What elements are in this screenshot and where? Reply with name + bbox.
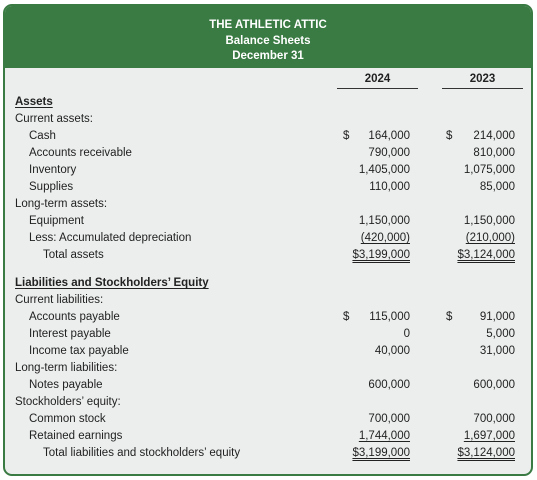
statement-row	[5, 343, 531, 360]
row-label: Retained earnings	[29, 430, 123, 442]
balance-sheet-panel	[3, 4, 533, 476]
company-name: THE ATHLETIC ATTIC	[209, 19, 327, 31]
amount-2024: 700,000	[368, 413, 410, 425]
amount-2023: 810,000	[473, 147, 515, 159]
dollar-sign: $	[343, 311, 350, 323]
amount-2024: 110,000	[369, 181, 410, 193]
statement-row	[5, 292, 531, 309]
statement-row	[5, 360, 531, 377]
column-header-2023: 2023	[469, 73, 496, 85]
amount-2023: 700,000	[473, 413, 515, 425]
row-label: Long-term assets:	[15, 198, 108, 210]
row-label: Common stock	[29, 413, 106, 425]
amount-2024: (420,000)	[360, 232, 410, 244]
statement-row	[5, 111, 531, 128]
amount-2023: 600,000	[473, 379, 515, 391]
statement-row	[5, 275, 531, 292]
amount-2023: 85,000	[479, 181, 515, 193]
amount-2024: 0	[403, 328, 410, 340]
statement-header	[5, 6, 531, 68]
amount-2023: 5,000	[486, 328, 515, 340]
statement-row	[5, 247, 531, 264]
statement-row	[5, 94, 531, 111]
amount-2023: 214,000	[473, 130, 515, 142]
amount-2023: $3,124,000	[457, 249, 515, 261]
statement-date: December 31	[232, 50, 304, 62]
row-label: Long-term liabilities:	[15, 362, 118, 374]
statement-row	[5, 128, 531, 145]
amount-2024: 164,000	[368, 130, 410, 142]
row-label: Total liabilities and stockholders’ equity	[43, 447, 241, 459]
row-label: Current liabilities:	[15, 294, 104, 306]
amount-2024: 1,150,000	[358, 215, 410, 227]
statement-row	[5, 179, 531, 196]
dollar-sign: $	[446, 311, 453, 323]
row-label: Stockholders’ equity:	[15, 396, 121, 408]
amount-2024: 1,405,000	[358, 164, 410, 176]
statement-row	[5, 145, 531, 162]
statement-row	[5, 213, 531, 230]
amount-2024: 115,000	[369, 311, 410, 323]
row-label: Interest payable	[29, 328, 111, 340]
amount-2023: (210,000)	[465, 232, 515, 244]
statement-title: Balance Sheets	[225, 35, 311, 47]
amount-2023: $3,124,000	[457, 447, 515, 459]
row-label: Equipment	[29, 215, 84, 227]
statement-row	[5, 309, 531, 326]
column-rule-2024	[337, 88, 418, 89]
section-heading: Liabilities and Stockholders’ Equity	[15, 277, 209, 289]
statement-row	[5, 162, 531, 179]
row-label: Accounts receivable	[29, 147, 132, 159]
amount-2024: $3,199,000	[352, 249, 410, 261]
row-label: Current assets:	[15, 113, 93, 125]
statement-row	[5, 394, 531, 411]
amount-2024: 600,000	[368, 379, 410, 391]
amount-2023: 1,075,000	[463, 164, 515, 176]
row-label: Notes payable	[29, 379, 103, 391]
amount-2023: 91,000	[479, 311, 515, 323]
amount-2023: 1,150,000	[463, 215, 515, 227]
statement-row	[5, 411, 531, 428]
statement-row	[5, 230, 531, 247]
column-header-2024: 2024	[364, 73, 391, 85]
row-label: Supplies	[29, 181, 74, 193]
amount-2024: 790,000	[368, 147, 410, 159]
statement-row	[5, 428, 531, 445]
row-label: Accounts payable	[29, 311, 120, 323]
row-label: Cash	[29, 130, 56, 142]
row-label: Less: Accumulated depreciation	[29, 232, 192, 244]
dollar-sign: $	[343, 130, 350, 142]
row-label: Total assets	[43, 249, 104, 261]
statement-row	[5, 326, 531, 343]
column-rule-2023	[442, 88, 523, 89]
amount-2024: 40,000	[374, 345, 410, 357]
amount-2024: $3,199,000	[352, 447, 410, 459]
row-label: Inventory	[29, 164, 77, 176]
statement-row	[5, 377, 531, 394]
amount-2023: 1,697,000	[463, 430, 515, 442]
statement-row	[5, 445, 531, 462]
statement-row	[5, 196, 531, 213]
amount-2023: 31,000	[479, 345, 515, 357]
row-label: Income tax payable	[29, 345, 129, 357]
amount-2024: 1,744,000	[358, 430, 410, 442]
section-heading: Assets	[15, 96, 53, 108]
dollar-sign: $	[446, 130, 453, 142]
